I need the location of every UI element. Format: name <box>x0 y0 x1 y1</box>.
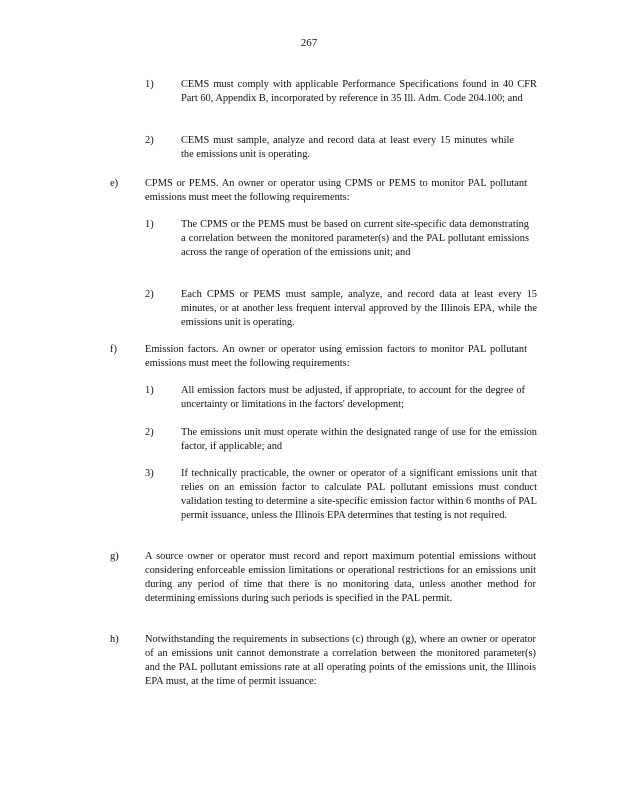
item-text: Notwithstanding the requirements in subsections (c) through (g), where an owner or operator of an emissions unit cannot demonstrate a correlation between the monitored parameter(s) and the PAL pollutant emissions rate at all operating points of the emissions unit, the Illinois EPA must, at the time of permit issuance: <box>145 634 536 687</box>
item-label: g) <box>110 551 119 562</box>
item-label: 2) <box>145 427 154 438</box>
item-label: 2) <box>145 289 154 300</box>
item-label: 1) <box>145 385 154 396</box>
item-text: The CPMS or the PEMS must be based on current site-specific data demonstrating a correlation between the monitored parameter(s) and the PAL pollutant emissions across the range of operation of the emissions unit; and <box>181 219 529 258</box>
item-text: CPMS or PEMS. An owner or operator using CPMS or PEMS to monitor PAL pollutant emissions must meet the following requirements: <box>145 178 527 203</box>
item-label: 3) <box>145 468 154 479</box>
item-label: f) <box>110 344 117 355</box>
item-text: The emissions unit must operate within the designated range of use for the emission factor, if applicable; and <box>181 427 537 452</box>
page-number: 267 <box>300 37 318 49</box>
item-text: CEMS must comply with applicable Performance Specifications found in 40 CFR Part 60, Appendix B, incorporated by reference in 35 Ill. Adm. Code 204.100; and <box>181 79 537 104</box>
item-label: h) <box>110 634 119 645</box>
item-text: Each CPMS or PEMS must sample, analyze, and record data at least every 15 minutes, or at another less frequent interval approved by the Illinois EPA, while the emissions unit is operating. <box>181 289 537 328</box>
item-text: A source owner or operator must record and report maximum potential emissions without considering enforceable emission limitations or operational restrictions for an emissions unit during any period of time that there is no monitoring data, unless another method for determining emissions during such periods is specified in the PAL permit. <box>145 551 536 604</box>
item-text: CEMS must sample, analyze and record data at least every 15 minutes while the emissions unit is operating. <box>181 135 514 160</box>
item-label: 1) <box>145 79 154 90</box>
item-label: 2) <box>145 135 154 146</box>
item-text: Emission factors. An owner or operator using emission factors to monitor PAL pollutant emissions must meet the following requirements: <box>145 344 527 369</box>
item-text: All emission factors must be adjusted, if appropriate, to account for the degree of uncertainty or limitations in the factors' development; <box>181 385 525 410</box>
item-label: 1) <box>145 219 154 230</box>
item-text: If technically practicable, the owner or operator of a significant emissions unit that relies on an emission factor to calculate PAL pollutant emissions must conduct validation testing to determine a site-specific emission factor within 6 months of PAL permit issuance, unless the Illinois EPA determines that testing is not required. <box>181 468 537 521</box>
item-label: e) <box>110 178 119 189</box>
